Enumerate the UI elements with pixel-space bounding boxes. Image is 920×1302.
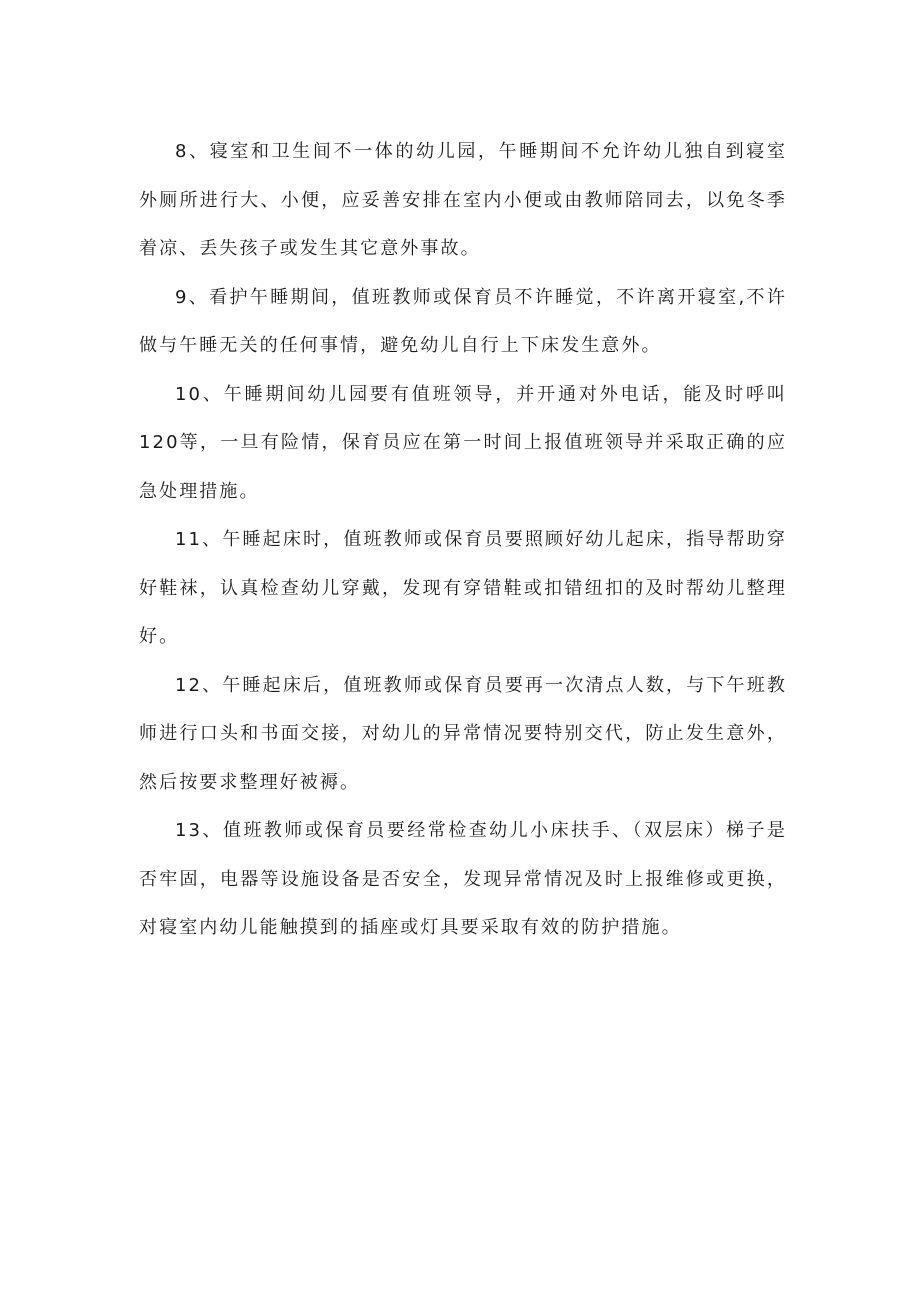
paragraph-item-10: 10、午睡期间幼儿园要有值班领导，并开通对外电话，能及时呼叫120等，一旦有险情，保育员应在第一时间上报值班领导并采取正确的应急处理措施。 (139, 383, 787, 502)
document-body (139, 128, 787, 953)
paragraph-item-12: 12、午睡起床后，值班教师或保育员要再一次清点人数，与下午班教师进行口头和书面交接，对幼儿的异常情况要特别交代，防止发生意外，然后按要求整理好被褥。 (139, 674, 787, 793)
paragraph-item-8: 8、寝室和卫生间不一体的幼儿园，午睡期间不允许幼儿独自到寝室外厕所进行大、小便，应妥善安排在室内小便或由教师陪同去，以免冬季着凉、丢失孩子或发生其它意外事故。 (139, 141, 787, 259)
paragraph-item-11: 11、午睡起床时，值班教师或保育员要照顾好幼儿起床，指导帮助穿好鞋袜，认真检查幼儿穿戴，发现有穿错鞋或扣错纽扣的及时帮幼儿整理好。 (139, 529, 787, 647)
paragraph-item-9: 9、看护午睡期间，值班教师或保育员不许睡觉，不许离开寝室,不许做与午睡无关的任何事情，避免幼儿自行上下床发生意外。 (139, 286, 787, 356)
paragraph-item-13: 13、值班教师或保育员要经常检查幼儿小床扶手、（双层床）梯子是否牢固，电器等设施设备是否安全，发现异常情况及时上报维修或更换，对寝室内幼儿能触摸到的插座或灯具要采取有效的防护措施。 (139, 820, 787, 938)
